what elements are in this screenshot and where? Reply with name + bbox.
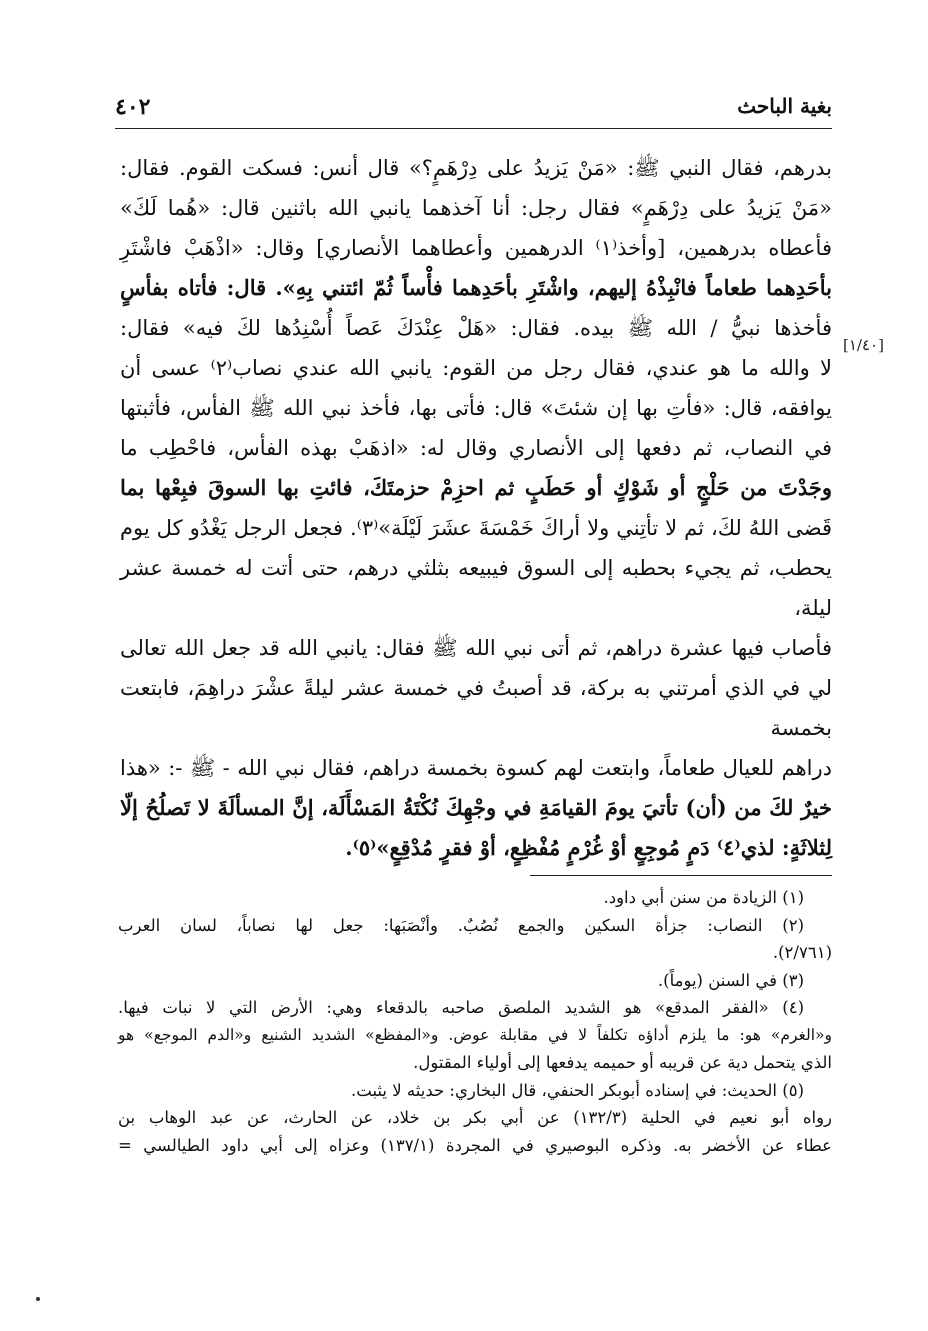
main-text [120, 148, 832, 868]
running-title: بغية الباحث [737, 94, 832, 118]
text-line: فأصاب فيها عشرة دراهم، ثم أتى نبي الله ﷺ فقال: يانبي الله قد جعل الله تعالى [120, 636, 832, 660]
text-line: وجَدْتَ من حَلْجٍ أو شَوْكٍ أو حَطَبٍ ثم احزِمْ حزمتَكَ، فائتِ بها السوقَ فبِعْها بما [120, 475, 832, 500]
footnote-line: و«الغرم» هو: ما يلزم أداؤه تكلفاً لا في مقابلة عوض. و«المفظع» الشديد الشنيع و«الدم الموجع» هو [118, 1025, 832, 1044]
text-line: في النصاب، ثم دفعها إلى الأنصاري وقال له: «اذهَبْ بهذه الفأس، فاحْطِب ما [120, 436, 832, 460]
footnote-line: (١) الزيادة من سنن أبي داود. [603, 888, 804, 907]
text-line: دراهم للعيال طعاماً، وابتعت لهم كسوة بخمسة دراهم، فقال نبي الله - ﷺ -: «هذا [120, 756, 832, 780]
text-line: بدرهم، فقال النبي ﷺ: «مَنْ يَزيدُ على دِرْهَمٍ؟» قال أنس: فسكت القوم. فقال: [120, 156, 832, 180]
text-line: لا والله ما هو عندي، فقال رجل من القوم: يانبي الله عندي نصاب⁽٢⁾ عسى أن [120, 356, 832, 380]
text-line: فأعطاه بدرهمين، [وأخذ⁽١⁾ الدرهمين وأعطاهما الأنصاري] وقال: «اذْهَبْ فاشْتَرِ [120, 236, 832, 260]
text-line: لي في الذي أمرتني به بركة، قد أصبتُ في خمسة عشر ليلةً عشْرَ دراهِمَ، فابتعت بخمسة [120, 676, 832, 740]
text-line: فأخذها نبيُّ / الله ﷺ بيده. فقال: «هَلْ عِنْدَكَ عَصاً أُسْنِدُها لكَ فيه» فقال: [120, 316, 832, 340]
text-line: يوافقه، قال: «فأتِ بها إن شئتَ» قال: فأتى بها، فأخذ نبي الله ﷺ الفأس، فأثبتها [120, 396, 832, 420]
footnote-line: عطاء عن الأخضر به. وذكره البوصيري في المجردة (١٣٧/١) وعزاه إلى أبي داود الطيالسي = [118, 1135, 833, 1155]
footnote-line: (٢/٧٦١). [772, 943, 832, 962]
page-number: ٤٠٢ [115, 94, 151, 120]
header-rule [115, 128, 832, 129]
margin-reference: [١/٤٠] [843, 336, 884, 354]
footnote-rule [530, 875, 832, 876]
text-line: بأحَدِهما طعاماً فانْبِذْهُ إليهم، واشْتَرِ بأحَدِهما فأْساً ثُمّ ائتني بِهِ». قال: فأتاه بفأسٍ [120, 275, 832, 300]
footnote-line: رواه أبو نعيم في الحلية (١٣٢/٣) عن أبي بكر بن خلاد، عن الحارث، عن عبد الوهاب بن [118, 1108, 833, 1127]
text-line: يحطب، ثم يجيء بحطبه إلى السوق فيبيعه بثلثي درهم، حتى أتت له خمسة عشر ليلة، [120, 556, 832, 620]
speck-mark [36, 1297, 40, 1301]
text-line: لِثلاثَةٍ: لذي⁽٤⁾ دَمٍ مُوجِعٍ أوْ غُرْمٍ مُفْظِعٍ، أوْ فقرٍ مُدْقِعٍ»⁽٥⁾. [345, 835, 832, 860]
footnote-line: (٤) «الفقر المدقع» هو الشديد الملصق صاحبه بالدقعاء وهي: الأرض التي لا نبات فيها. [118, 998, 804, 1017]
text-line: خيرٌ لكَ من (أن) تأتيَ يومَ القيامَةِ في وجْهِكَ نُكْتَةُ المَسْأَلَة، إنَّ المسألَةَ لا تَصلُحُ إلّا [120, 795, 832, 820]
text-line: «مَنْ يَزيدُ على دِرْهَمٍ» فقال رجل: أنا آخذهما يانبي الله باثنين قال: «هُما لَكَ» [120, 196, 832, 220]
footnote-line: (٢) النصاب: جزأة السكين والجمع نُصُبٌ. وأنْصَبَها: جعل لها نصاباً، لسان العرب [118, 915, 804, 935]
running-header [115, 88, 832, 128]
footnote-line: (٥) الحديث: في إسناده أبوبكر الحنفي، قال البخاري: حديثه لا يثبت. [351, 1080, 804, 1100]
footnote-line: الذي يتحمل دية عن قريبه أو حميمه يدفعها إلى أولياء المقتول. [413, 1053, 832, 1072]
text-line: قَضى اللهُ لكَ، ثم لا تأتِني ولا أراكَ خَمْسَةَ عشَرَ لَيْلَة»⁽٣⁾. فجعل الرجل يَغْدُو كل يوم [120, 516, 832, 540]
footnotes [118, 884, 832, 1159]
footnote-line: (٣) في السنن (يوماً). [657, 970, 804, 990]
